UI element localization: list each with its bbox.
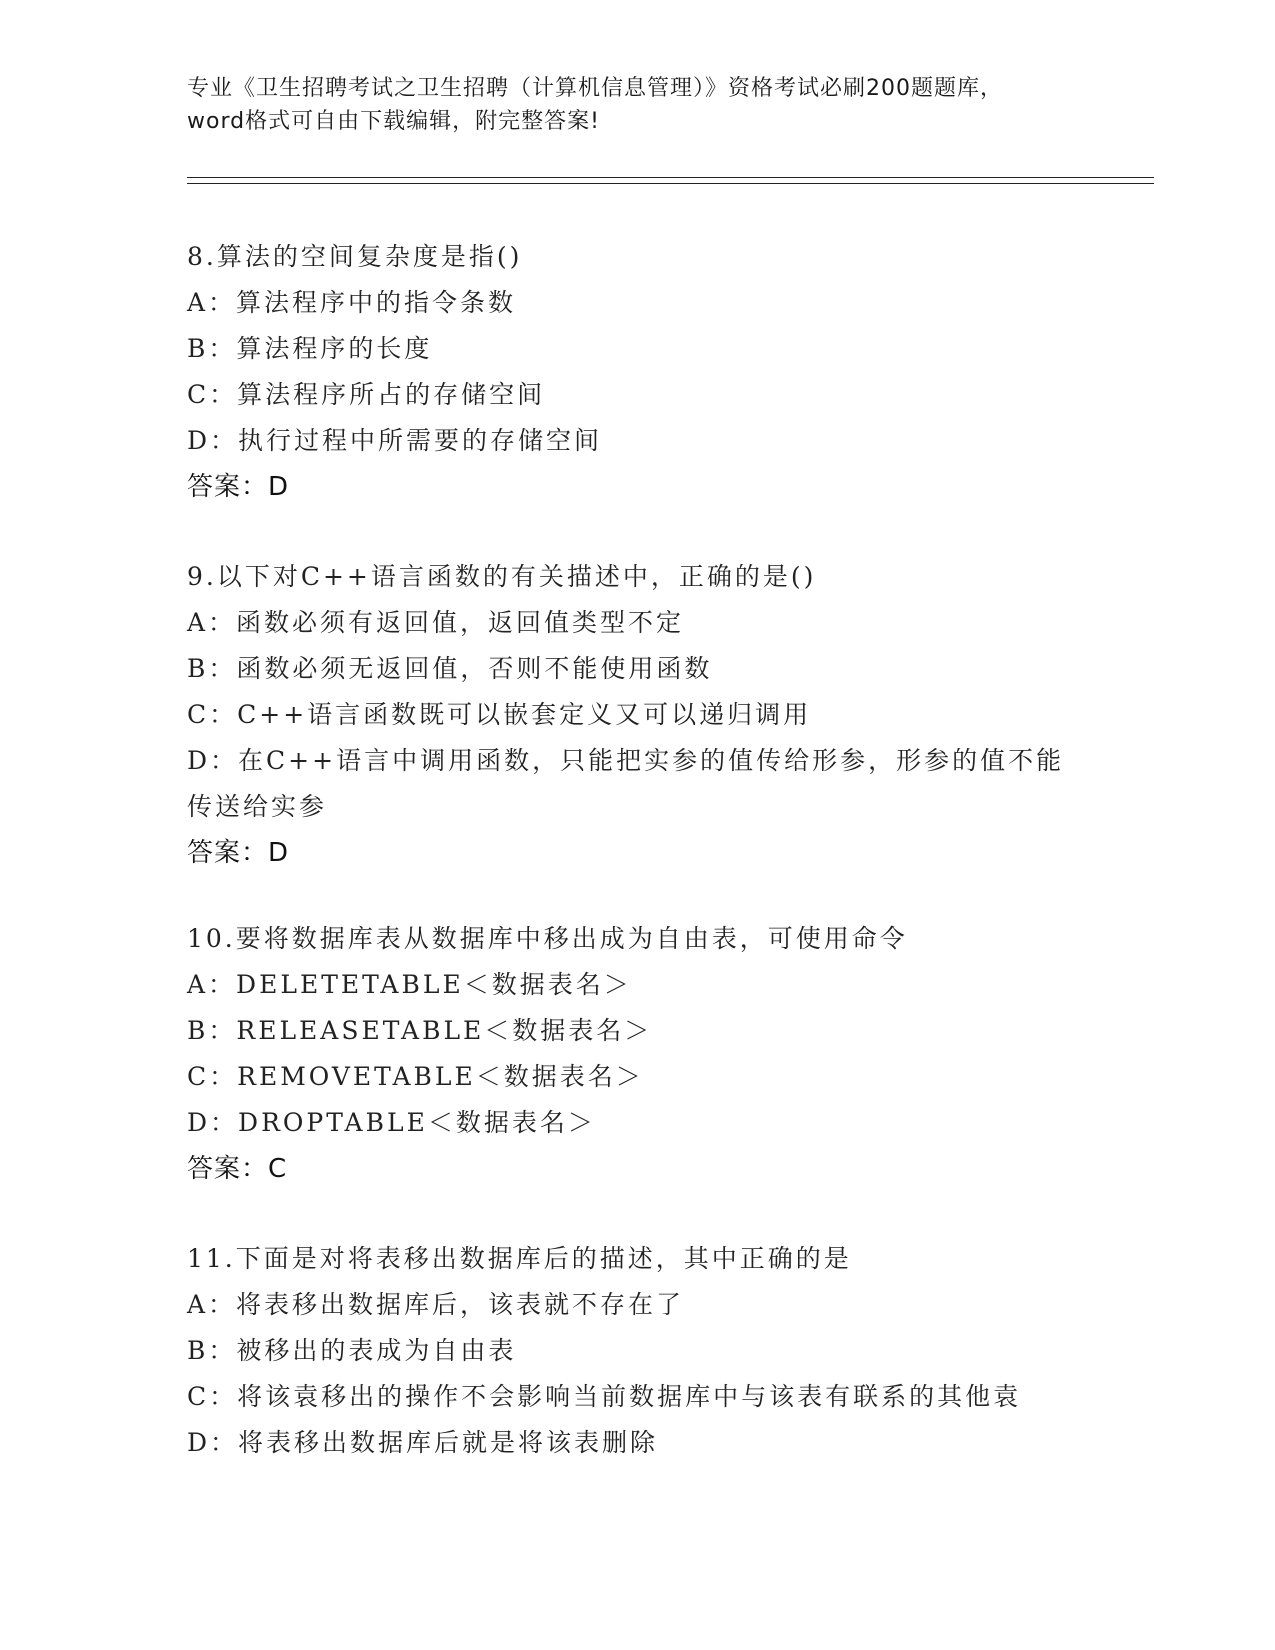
answer-line: 答案：D [187,472,290,502]
question-10 [187,916,1087,1192]
question-stem: 9.以下对C++语言函数的有关描述中，正确的是() [187,562,817,591]
option-d: D：DROPTABLE＜数据表名＞ [187,1108,596,1137]
question-stem: 8.算法的空间复杂度是指() [187,242,523,271]
option-c: C：算法程序所占的存储空间 [187,380,546,409]
header-line-1: 专业《卫生招聘考试之卫生招聘（计算机信息管理）》资格考试必刷200题题库， [187,76,1003,101]
document-header [187,72,1087,138]
option-a: A：算法程序中的指令条数 [187,288,517,317]
question-stem: 10.要将数据库表从数据库中移出成为自由表，可使用命令 [187,924,908,953]
question-11 [187,1236,1087,1466]
question-8 [187,234,1087,510]
question-stem: 11.下面是对将表移出数据库后的描述，其中正确的是 [187,1244,852,1273]
answer-line: 答案：C [187,1154,288,1184]
answer-line: 答案：D [187,838,290,868]
question-9 [187,554,1087,876]
option-a: A：DELETETABLE＜数据表名＞ [187,970,632,999]
option-c: C：将该袁移出的操作不会影响当前数据库中与该表有联系的其他袁 [187,1382,1022,1411]
option-d: D：执行过程中所需要的存储空间 [187,426,603,455]
option-a: A：函数必须有返回值，返回值类型不定 [187,608,685,637]
header-line-2: word格式可自由下载编辑，附完整答案! [187,109,600,134]
option-b: B：RELEASETABLE＜数据表名＞ [187,1016,653,1045]
option-c: C：C++语言函数既可以嵌套定义又可以递归调用 [187,700,812,729]
option-d-continued: 传送给实参 [187,792,328,821]
option-d: D：将表移出数据库后就是将该表删除 [187,1428,659,1457]
header-divider-bottom [187,183,1154,184]
option-b: B：被移出的表成为自由表 [187,1336,517,1365]
option-b: B：函数必须无返回值，否则不能使用函数 [187,654,713,683]
option-b: B：算法程序的长度 [187,334,433,363]
header-divider-top [187,177,1154,178]
option-d: D：在C++语言中调用函数，只能把实参的值传给形参，形参的值不能 [187,746,1065,775]
option-a: A：将表移出数据库后，该表就不存在了 [187,1290,685,1319]
option-c: C：REMOVETABLE＜数据表名＞ [187,1062,644,1091]
